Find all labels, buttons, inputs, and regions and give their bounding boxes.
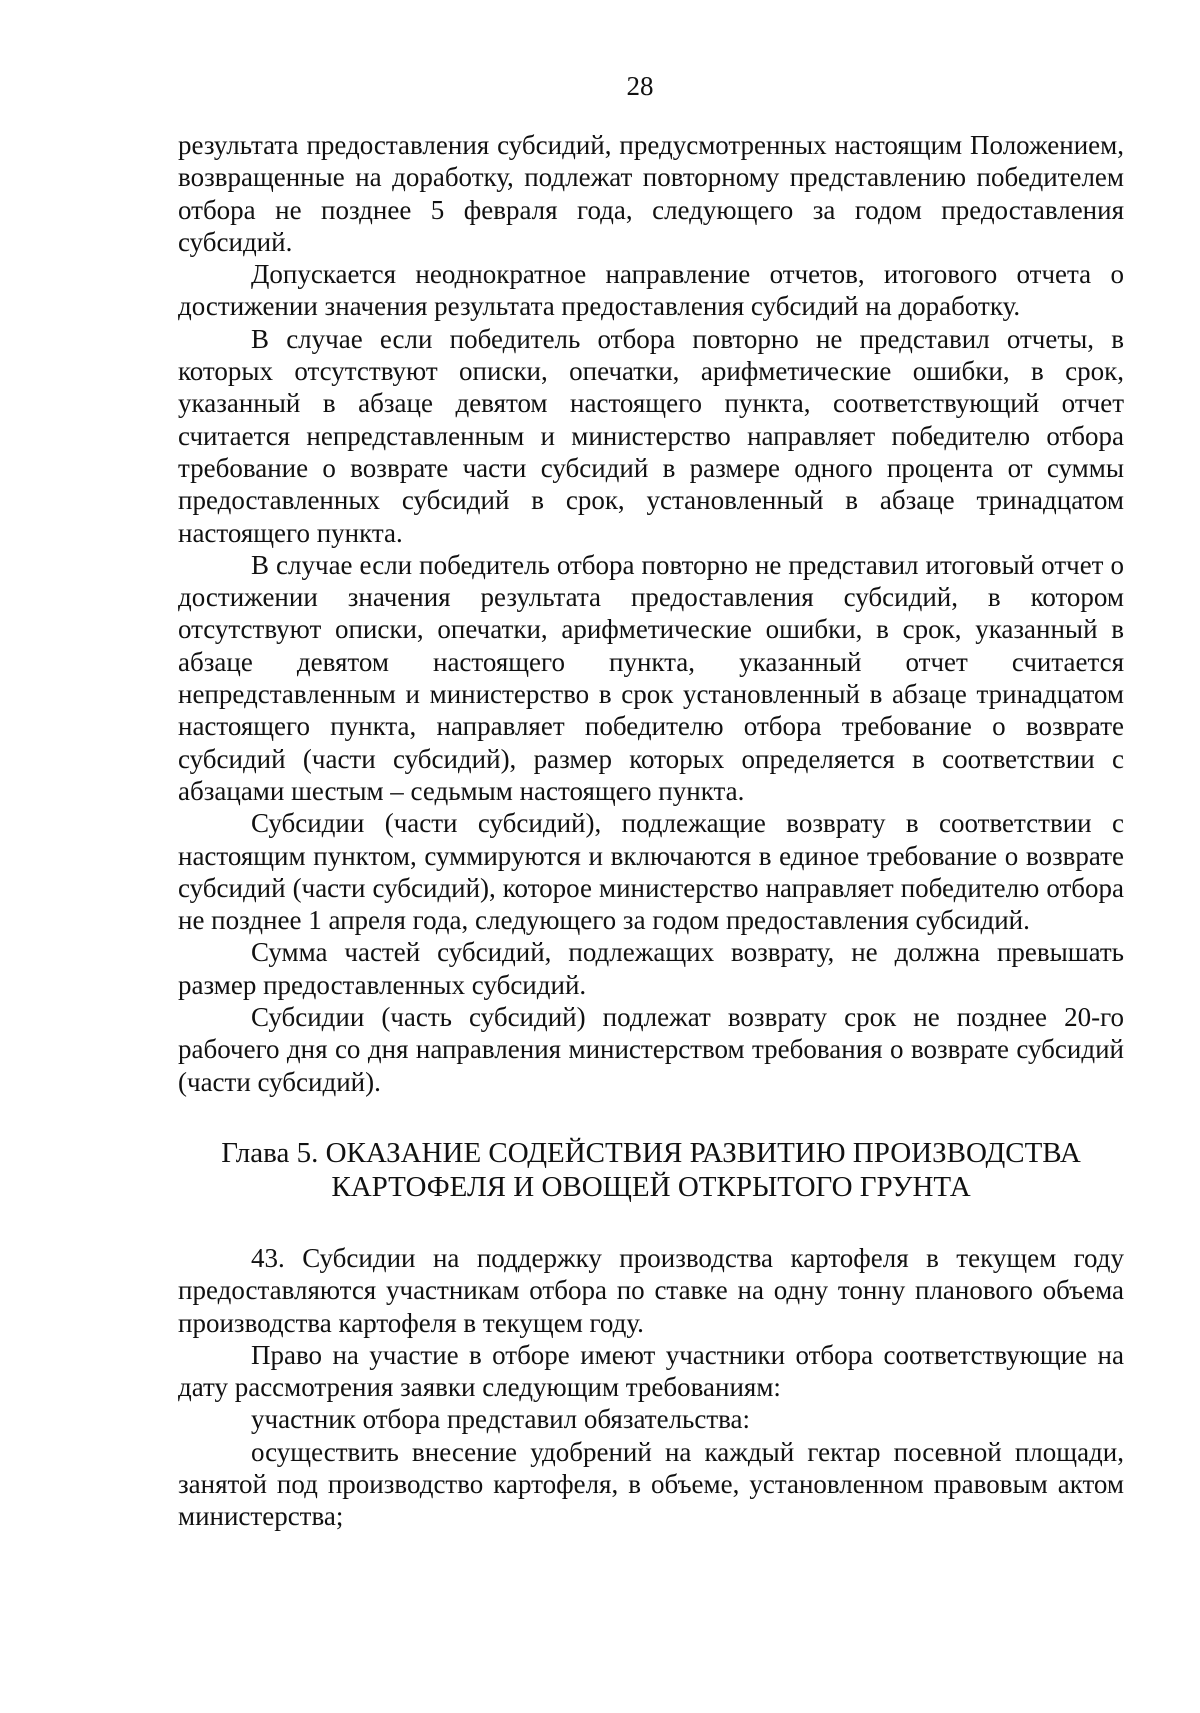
paragraph-7: Субсидии (часть субсидий) подлежат возврату срок не позднее 20-го рабочего дня со дня направления министерством требования о возврате субсидий (части субсидий). [178,1002,1124,1097]
paragraph-2: Допускается неоднократное направление отчетов, итогового отчета о достижении значения результата предоставления субсидий на доработку. [178,259,1124,322]
paragraph-4: В случае если победитель отбора повторно не представил итоговый отчет о достижении значения результата предоставления субсидий, в котором отсутствуют описки, опечатки, арифметические ошибки, в срок, указанный в абзаце девятом настоящего пункта, указанный отчет считается непредставленным и министерство в срок установленный в абзаце тринадцатом настоящего пункта, направляет победителю отбора требование о возврате субсидий (части субсидий), размер которых определяется в соответствии с абзацами шестым – седьмым настоящего пункта. [178,549,1124,806]
chapter-body [178,1242,1124,1533]
paragraph-1: результата предоставления субсидий, предусмотренных настоящим Положением, возвращенные на доработку, подлежат повторному представлению победителем отбора не позднее 5 февраля года, следующего за годом предоставления субсидий. [178,130,1124,257]
chapter-heading-line-2: КАРТОФЕЛЯ И ОВОЩЕЙ ОТКРЫТОГО ГРУНТА [331,1170,971,1203]
paragraph-6: Сумма частей субсидий, подлежащих возврату, не должна превышать размер предоставленных субсидий. [178,937,1124,1000]
page-number: 28 [626,71,654,101]
chapter-heading [178,1136,1124,1204]
paragraph-5: Субсидии (части субсидий), подлежащие возврату в соответствии с настоящим пунктом, суммируются и включаются в единое требование о возврате субсидий (части субсидий), которое министерство направляет победителю отбора не позднее 1 апреля года, следующего за годом предоставления субсидий. [178,808,1124,936]
chapter-heading-line-1: Глава 5. ОКАЗАНИЕ СОДЕЙСТВИЯ РАЗВИТИЮ ПРОИЗВОДСТВА [221,1136,1081,1169]
chapter-paragraph-3: участник отбора представил обязательства: [251,1404,751,1435]
chapter-paragraph-2: Право на участие в отборе имеют участники отбора соответствующие на дату рассмотрения заявки следующим требованиям: [178,1339,1124,1403]
chapter-paragraph-4: осуществить внесение удобрений на каждый гектар посевной площади, занятой под производство картофеля, в объеме, установленном правовым актом министерства; [178,1436,1124,1532]
paragraph-3: В случае если победитель отбора повторно не представил отчеты, в которых отсутствуют описки, опечатки, арифметические ошибки, в срок, указанный в абзаце девятом настоящего пункта, соответствующий отчет считается непредставленным и министерство направляет победителю отбора требование о возврате части субсидий в размере одного процента от суммы предоставленных субсидий в срок, установленный в абзаце тринадцатом настоящего пункта. [178,323,1124,548]
chapter-paragraph-1: 43. Субсидии на поддержку производства картофеля в текущем году предоставляются участникам отбора по ставке на одну тонну планового объема производства картофеля в текущем году. [178,1242,1124,1338]
document-body [178,129,1124,1533]
